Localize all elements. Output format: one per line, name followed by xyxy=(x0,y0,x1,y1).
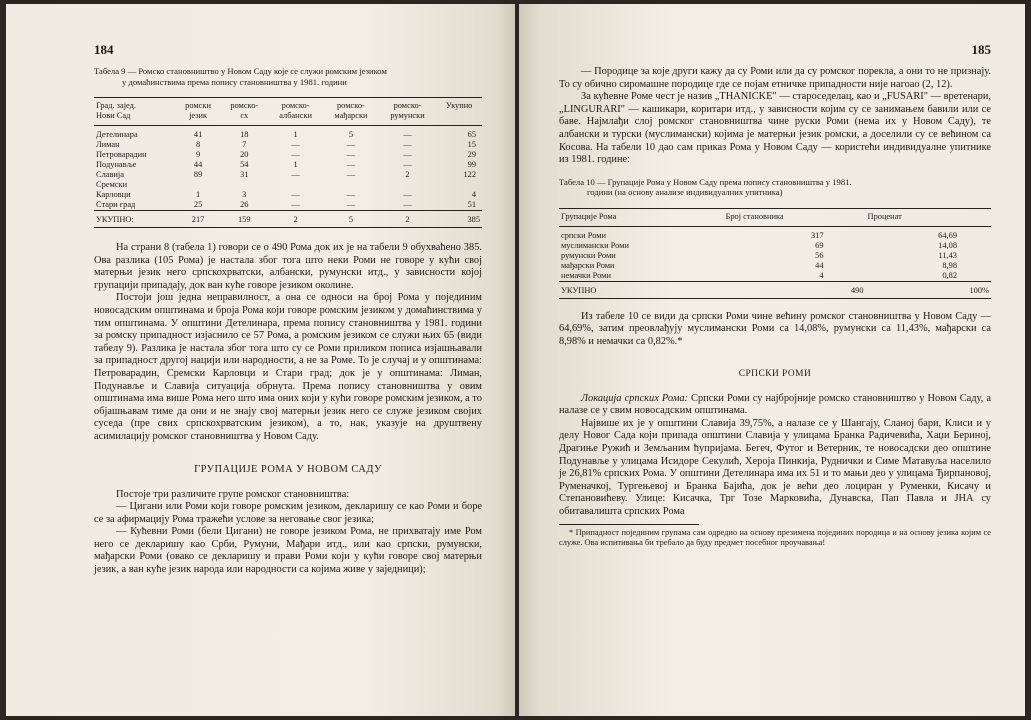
table-cell: 7 xyxy=(242,140,247,149)
table-cell: 41 xyxy=(193,130,203,139)
table-row xyxy=(94,170,482,180)
table-cell: — xyxy=(346,200,356,209)
table-cell: 1 xyxy=(195,190,201,199)
table-cell: муслимански Роми xyxy=(561,240,629,250)
table-cell: — xyxy=(291,200,300,209)
table-cell: — xyxy=(346,140,356,149)
table9-caption xyxy=(94,66,482,87)
table-cell: 5 xyxy=(348,215,354,224)
table-cell: 9 xyxy=(195,150,201,159)
table-cell: 3 xyxy=(242,190,247,199)
paragraph: Постоји још једна неправилност, а она се односи на број Рома у појединим новосадским општинама и броја Рома који говоре ромским језиком у домаћинствима у тим општинама. У општини Детелинара, према попису становништва у 1981. години за ромску припадност изјаснило се 57 Рома, а ромским језиком се служи њих 65 (види табелу 9). Разлика је настала због тога што су се Роми приликом пописа изјашњавали за припадност другој нацији или народности, а не за Роме. То је случај и у општинама: Петроварадин, Сремски Карловци и Стари град; док је у општинама: Лиман, Подунавље и Славија ситуација обрнута. Према попису становништва у овим општинама има више Рома него што има оних који у кући говоре ромским језиком, а то објашњавам тиме да они и не знају свој матерњи језик него се служе језиком својих суседа (пре свих српскохрватским језиком), а то, нак, указује на друштвену асимилацију ромског становништва у Новом Саду. xyxy=(94,292,482,442)
table-cell: 100% xyxy=(969,285,989,295)
table10-header-cell: Број становника xyxy=(725,211,784,221)
table-cell: 64,69 xyxy=(938,230,957,240)
table9-header-cell: ромско- мађарски xyxy=(334,101,368,120)
table-row xyxy=(94,200,482,211)
table-cell: — xyxy=(291,150,300,159)
table-cell: — xyxy=(403,160,412,169)
left-page xyxy=(6,4,516,716)
table-cell: 385 xyxy=(467,215,480,224)
table-cell: 99 xyxy=(467,160,476,169)
section-heading: ГРУПАЦИЈЕ РОМА У НОВОМ САДУ xyxy=(194,463,382,475)
table-cell: 14,08 xyxy=(938,240,957,250)
table10-caption xyxy=(559,177,991,198)
table-cell: 1 xyxy=(293,130,298,139)
paragraph: Постоје три различите групе ромског становништва: xyxy=(116,488,350,500)
table9-header-cell: ромско- румунски xyxy=(390,101,425,120)
table-cell: 26 xyxy=(240,200,249,209)
table9-header-cell: ромски језик xyxy=(185,101,211,120)
table-cell: мађарски Роми xyxy=(561,260,615,270)
table-cell: 1 xyxy=(293,160,298,169)
table10 xyxy=(559,208,991,299)
table-cell: 56 xyxy=(815,250,824,260)
table9-caption-line1: Табела 9 — Ромско становништво у Новом Саду које се служи ромским језиком xyxy=(94,66,387,76)
table-cell: 2 xyxy=(405,170,410,179)
table-cell: 490 xyxy=(850,285,864,295)
table9-header-cell: ромско- сх xyxy=(230,101,259,120)
table-cell: 44 xyxy=(815,260,824,270)
table-cell: 8 xyxy=(195,140,201,149)
table-cell: 217 xyxy=(191,215,205,224)
table-cell: — xyxy=(291,190,300,199)
table-cell: 69 xyxy=(815,240,824,250)
table-cell: — xyxy=(403,150,412,159)
table-cell: српски Роми xyxy=(561,230,607,240)
table-cell: 11,43 xyxy=(938,250,957,260)
table-cell: 65 xyxy=(467,130,476,139)
table9-caption-line2: у домаћинствима према попису становништва у 1981. години xyxy=(122,76,347,87)
table-cell: 4 xyxy=(471,190,476,199)
table-cell: 0,82 xyxy=(942,270,957,280)
table9-header-cell: ромско- албански xyxy=(279,101,312,120)
table10-caption-line1: Табела 10 — Групације Рома у Новом Саду према попису становништва у 1981. xyxy=(559,176,852,187)
table-row xyxy=(94,140,482,150)
table-cell: 2 xyxy=(405,215,410,224)
table-cell: 2 xyxy=(293,215,298,224)
table-cell: УКУПНО xyxy=(561,285,597,295)
section-heading: СРПСКИ РОМИ xyxy=(738,368,812,379)
paragraph: — Цигани или Роми који говоре ромским језиком, декларишу се као Роми и боре се за афирмацију Рома тражећи услове за неговање свог језика; xyxy=(94,501,482,525)
table-cell: 54 xyxy=(240,160,249,169)
table-cell: 25 xyxy=(193,200,203,209)
table-cell: Подунавље xyxy=(96,160,137,169)
table-cell: — xyxy=(346,190,356,199)
table9 xyxy=(94,97,482,228)
table-cell: — xyxy=(346,170,356,179)
table-cell: 159 xyxy=(237,215,251,224)
table-cell: — xyxy=(403,140,412,149)
table-cell: немачки Роми xyxy=(561,270,611,280)
page-number-right: 185 xyxy=(971,42,991,57)
table-cell: — xyxy=(291,170,300,179)
table-cell: УКУПНО: xyxy=(96,215,134,224)
table-cell: 18 xyxy=(240,130,249,139)
table9-header-row xyxy=(94,98,482,126)
table-cell: — xyxy=(346,160,356,169)
table-cell: 29 xyxy=(467,150,476,159)
paragraph xyxy=(559,393,991,418)
table-cell: 31 xyxy=(240,170,249,179)
table-row xyxy=(559,271,991,282)
table-cell: румунски Роми xyxy=(561,250,616,260)
table-row xyxy=(94,160,482,170)
right-page xyxy=(519,4,1025,716)
table-cell: 89 xyxy=(193,170,203,179)
paragraph-text: Српски Роми су најбројније ромско становништво у Новом Саду, а налазе се у свим новосадским општинама. xyxy=(559,392,991,417)
table10-total-row xyxy=(559,281,991,298)
table-cell: 5 xyxy=(348,130,354,139)
table-row xyxy=(94,180,482,190)
paragraph: На страни 8 (табела 1) говори се о 490 Рома док их је на табели 9 обухваћено 385. Ова разлика (105 Рома) је настала због тога што неки Роми не говоре у кући свој матерњи језик него српскохрватски, албански, румунски итд., у зависности којој групацији припадају, док ван куће говоре језиком околине. xyxy=(94,242,482,291)
table-cell: Лиман xyxy=(96,140,120,149)
table9-header-cell: Град. заjед. Нови Сад xyxy=(96,101,136,120)
table-cell: Детелинара xyxy=(96,130,138,139)
table-row xyxy=(559,241,991,251)
table-cell: 317 xyxy=(810,230,824,240)
paragraph: За кућевне Роме чест је назив „THANICKE" — староседелац, као и „FUSARI" — вретенари, „LINGURARI" — кашикари, коритари итд., у зависности којим су се занимањем бавили или се баве. Најмлађи слој ромског становништва чине руски Роми (нема их у Новом Саду), те албански и турски (муслимански) којима је матерњи језик ромски, а доселили су се већином са Косова. На табели 10 дао сам приказ Рома у Новом Саду — користећи индивидуалне упитнике из 1981. године: xyxy=(559,91,991,166)
paragraph: — Кућевни Роми (бели Цигани) не говоре језиком Рома, не прихватају име Ром него се декларишу као Срби, Румуни, Мађари итд., или као српски, румунски, мађарски Роми (овако се декларишу и прави Роми који у кући говоре свој матерњи језик, а ван куће језик народа или народности са којима живе у заједници); xyxy=(94,526,482,576)
table10-header-row xyxy=(559,208,991,226)
table-cell: — xyxy=(346,150,356,159)
table-cell: 4 xyxy=(819,270,824,280)
table-cell: — xyxy=(291,140,300,149)
table-cell: — xyxy=(403,130,412,139)
italic-lead: Локација српских Рома: xyxy=(581,392,688,404)
table9-header-cell: Укупно xyxy=(445,101,473,110)
paragraph: — Породице за које други кажу да су Роми или да су ромског порекла, а они то не признају. То су обично сиромашне породице где се појам етничке припадности није нагоао (2, 12). xyxy=(559,66,991,90)
table-cell: Стари град xyxy=(96,200,136,209)
table-cell: Петроварадин xyxy=(96,150,147,159)
table10-caption-line2: години (на основу анализе индивидуалних упитника) xyxy=(587,187,783,198)
table-row xyxy=(94,190,482,200)
table-cell: 44 xyxy=(193,160,203,169)
table-row xyxy=(559,226,991,241)
table-row xyxy=(94,150,482,160)
table-cell: — xyxy=(403,190,412,199)
table-row xyxy=(559,261,991,271)
table-cell: 122 xyxy=(463,170,476,179)
table-cell: Карловци xyxy=(96,190,131,199)
table-cell: 51 xyxy=(467,200,476,209)
table-cell: 20 xyxy=(240,150,249,159)
table-cell: 8,98 xyxy=(942,260,957,270)
table-row xyxy=(559,251,991,261)
table-row xyxy=(94,126,482,141)
table10-header-cell: Групације Рома xyxy=(561,211,617,221)
paragraph: Највише их је у општини Славија 39,75%, а налазе се у Шангају, Сланој бари, Клиси и у делу Новог Сада који припада општини Славија у улицама Бранка Радичевића, Хаџи Бериној, Драгиње Ружић и Земљаним ћупријама. Бегеч, Футог и Ветерник, те новосадски део општине Подунавље у улицама Исидоре Секулић, Хероја Пинкија, Руднички и Симе Матавуља населило је 26,81% српских Рома. У општини Детелинара има их 51 и то мањи део у улицама Ђирпановој, Руменачкој, Тургењевој и Бранка Бајића, док је већи део лоциран у Руменки, Кисачу и Степановићеву. Улице: Кисачка, Трг Тозе Марковића, Дунавска, Пап Павла и ЈНА су обитавалишта српских Рома xyxy=(559,417,991,517)
table9-total-row xyxy=(94,211,482,228)
table-cell: 15 xyxy=(467,140,476,149)
paragraph: Из табеле 10 се види да српски Роми чине већину ромског становништва у Новом Саду — 64,69%, затим преовлађују муслимански Роми са 14,08%, румунски са 11,43%, мађарски са 8,98% и немачки са 0,82%.* xyxy=(559,310,991,347)
footnote-rule xyxy=(559,524,699,525)
table-cell: — xyxy=(403,200,412,209)
footnote: * Припадност појединим групама сам одредио на основу презимена појединих породица и на основу језика којим се служе. Ова испитивања би требало да буду предмет посебног проучавања! xyxy=(559,528,991,548)
page-number-left: 184 xyxy=(94,42,114,57)
table-cell: Славија xyxy=(96,170,124,179)
table10-header-cell: Проценат xyxy=(867,211,902,221)
table-cell: Сремски xyxy=(96,180,128,189)
